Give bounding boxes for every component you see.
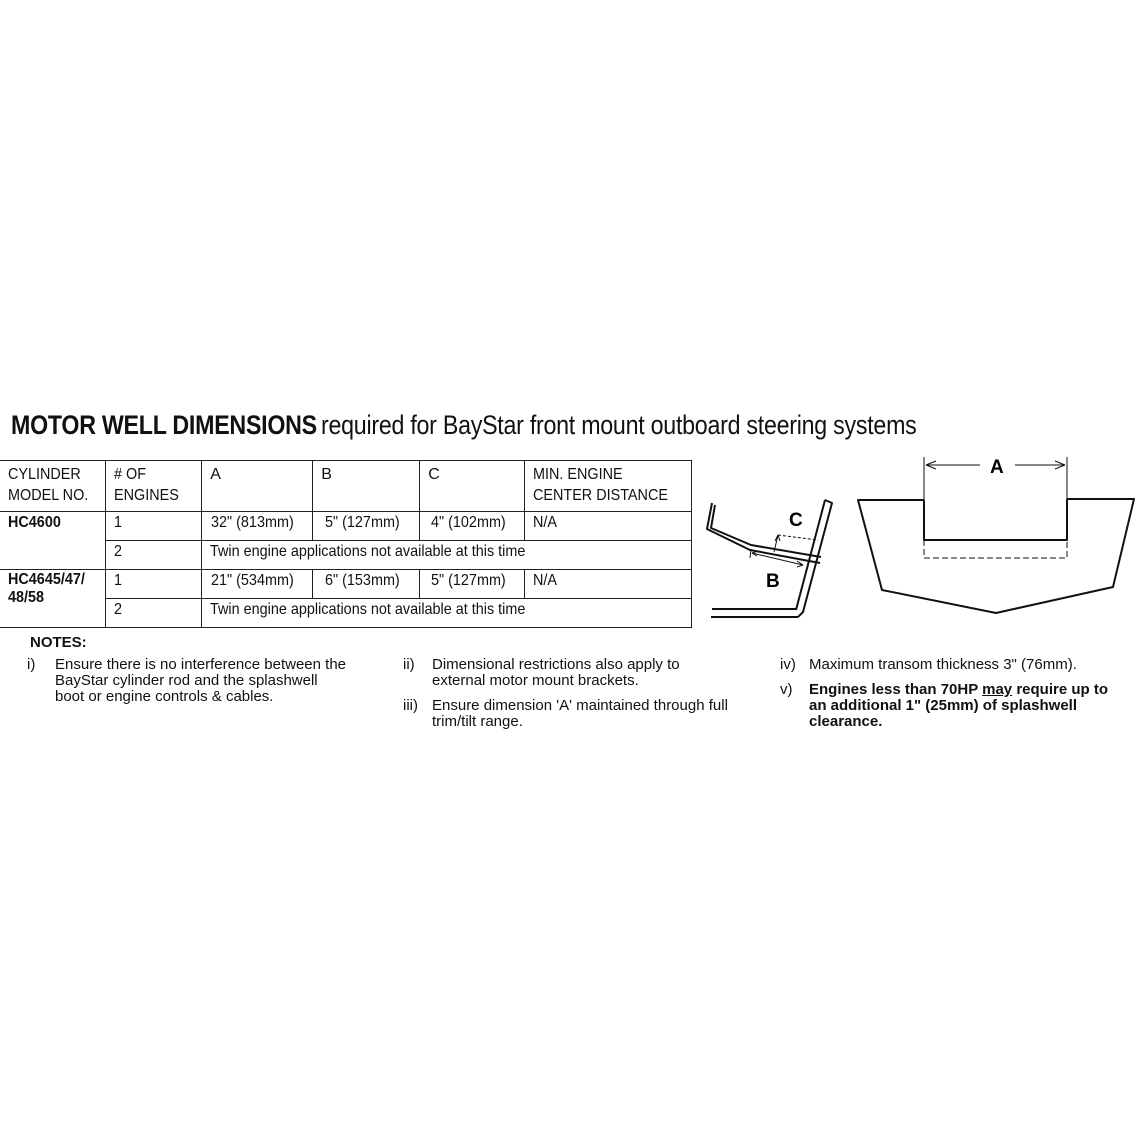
header-b: B xyxy=(313,461,420,512)
model-cell: HC4600 xyxy=(0,512,106,570)
title-subtitle: required for BayStar front mount outboard steering systems xyxy=(320,410,917,440)
hull-outline xyxy=(858,499,1134,613)
side-view-diagram xyxy=(700,495,845,620)
header-c: C xyxy=(420,461,525,512)
header-min-distance: MIN. ENGINE CENTER DISTANCE xyxy=(525,461,692,512)
header-model: CYLINDER MODEL NO. xyxy=(0,461,106,512)
engines-cell: 2 xyxy=(106,541,202,570)
engines-cell: 1 xyxy=(106,570,202,599)
title-bold: MOTOR WELL DIMENSIONS xyxy=(11,410,317,440)
min-distance-cell: N/A xyxy=(525,570,692,599)
label-c: C xyxy=(789,510,803,531)
motor-well-outline xyxy=(924,499,1067,540)
a-cell: 21" (534mm) xyxy=(202,570,313,599)
motor-well-dimensions-table xyxy=(0,460,692,628)
note-iii: iii) Ensure dimension 'A' maintained through full trim/tilt range. xyxy=(403,697,728,730)
rear-view-diagram xyxy=(850,445,1148,625)
label-b: B xyxy=(766,571,780,592)
table-header-row xyxy=(0,461,692,512)
engines-cell: 2 xyxy=(106,599,202,628)
note-ii: ii) Dimensional restrictions also apply to external motor mount brackets. xyxy=(403,656,680,689)
table-row xyxy=(0,512,692,541)
note-v: v) Engines less than 70HP may require up to an additional 1" (25mm) of splashwell clearance. xyxy=(780,681,1108,730)
engines-cell: 1 xyxy=(106,512,202,541)
b-cell: 6" (153mm) xyxy=(313,570,420,599)
c-cell: 5" (127mm) xyxy=(420,570,525,599)
notes-title: NOTES: xyxy=(30,634,87,651)
page-title xyxy=(11,410,1013,441)
transom-outline xyxy=(798,500,832,617)
model-cell: HC4645/47/ 48/58 xyxy=(0,570,106,628)
twin-engine-note: Twin engine applications not available at this time xyxy=(202,599,692,628)
twin-engine-note: Twin engine applications not available at this time xyxy=(202,541,692,570)
b-cell: 5" (127mm) xyxy=(313,512,420,541)
min-distance-cell: N/A xyxy=(525,512,692,541)
table-row xyxy=(0,570,692,599)
label-a: A xyxy=(990,457,1004,478)
note-i: i) Ensure there is no interference between the BayStar cylinder rod and the splashwell boot or engine controls & cables. xyxy=(27,656,347,705)
header-engines: # OF ENGINES xyxy=(106,461,202,512)
a-cell: 32" (813mm) xyxy=(202,512,313,541)
note-iv: iv) Maximum transom thickness 3" (76mm). xyxy=(780,656,1077,673)
header-a: A xyxy=(202,461,313,512)
c-cell: 4" (102mm) xyxy=(420,512,525,541)
